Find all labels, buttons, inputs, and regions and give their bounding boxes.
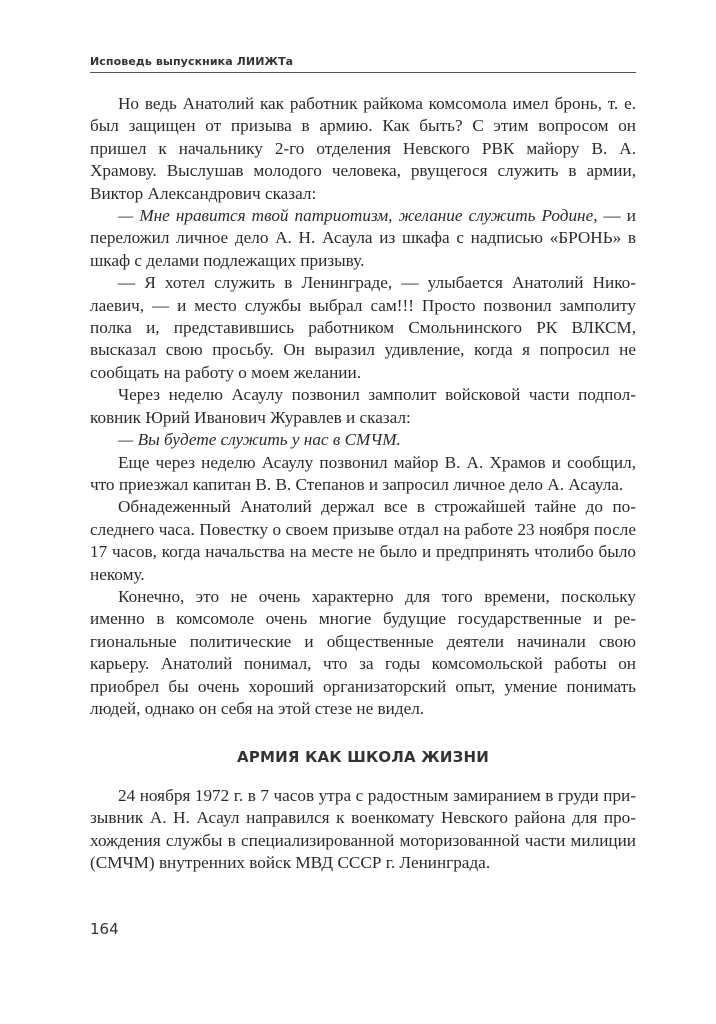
paragraph-8: Конечно, это не очень характерно для того времени, поскольку именно в комсомоле очень многие будущие государственные и региональные политические и общественные деятели начинали свою карьеру. Анатолий понимал, что за годы комсомольской работы он приобрел бы очень хороший организаторский опыт, умение понимать людей, однако он себя на этой стезе не видел. (90, 586, 636, 718)
page-number: 164 (90, 920, 119, 938)
quote-italic: — Мне нравится твой патриотизм, желание служить Родине (118, 206, 594, 226)
paragraph-6: Еще через неделю Асаулу позвонил майор В. А. Храмов и сообщил, что приезжал капитан В. В. Степанов и запросил личное дело А. Асаула. (90, 452, 636, 494)
paragraph-3: — Я хотел служить в Ленинграде, — улыбается Анатолий Николаевич, — и место службы выбрал сам!!! Просто позвонил замполиту полка и, представившись работником Смольнинского РК ВЛКСМ, высказал свою просьбу. Он выразил удивление, когда я попросил не сообщать на работу о моем желании. (90, 273, 636, 382)
page (90, 55, 636, 874)
body-text (90, 93, 636, 874)
running-head: Исповедь выпускника ЛИИЖТа (90, 55, 636, 73)
paragraph-4: Через неделю Асаулу позвонил замполит войсковой части подполковник Юрий Иванович Журавлев и сказал: (90, 385, 636, 427)
quote-italic: — Вы будете служить у нас в СМЧМ. (118, 430, 401, 450)
section-heading: АРМИЯ КАК ШКОЛА ЖИЗНИ (237, 748, 489, 767)
section-paragraph-1: 24 ноября 1972 г. в 7 часов утра с радостным замиранием в груди призывник А. Н. Асаул направился к военкомату Невского района для прохождения службы в специализированной моторизованной части милиции (СМЧМ) внутренних войск МВД СССР г. Ленинграда. (90, 785, 636, 872)
paragraph-2-quote (90, 205, 636, 272)
paragraph-5-quote (90, 429, 636, 451)
quote-rest: , — и переложил личное дело А. Н. Асаула из шкафа с надписью «БРОНЬ» в шкаф с делами подлежащих призыву. (90, 206, 636, 270)
paragraph-1: Но ведь Анатолий как работник райкома комсомола имел бронь, т. е. был защищен от призыва в армию. Как быть? С этим вопросом он пришел к начальнику 2-го отделения Невского РВК майору В. А. Храмову. Выслушав молодого человека, рвущегося служить в армии, Виктор Александрович сказал: (90, 94, 636, 203)
paragraph-7: Обнадеженный Анатолий держал все в строжайшей тайне до последнего часа. Повестку о своем призыве отдал на работе 23 ноября после 17 часов, когда начальства на месте не было и предпринять чтолибо было некому. (90, 497, 636, 584)
